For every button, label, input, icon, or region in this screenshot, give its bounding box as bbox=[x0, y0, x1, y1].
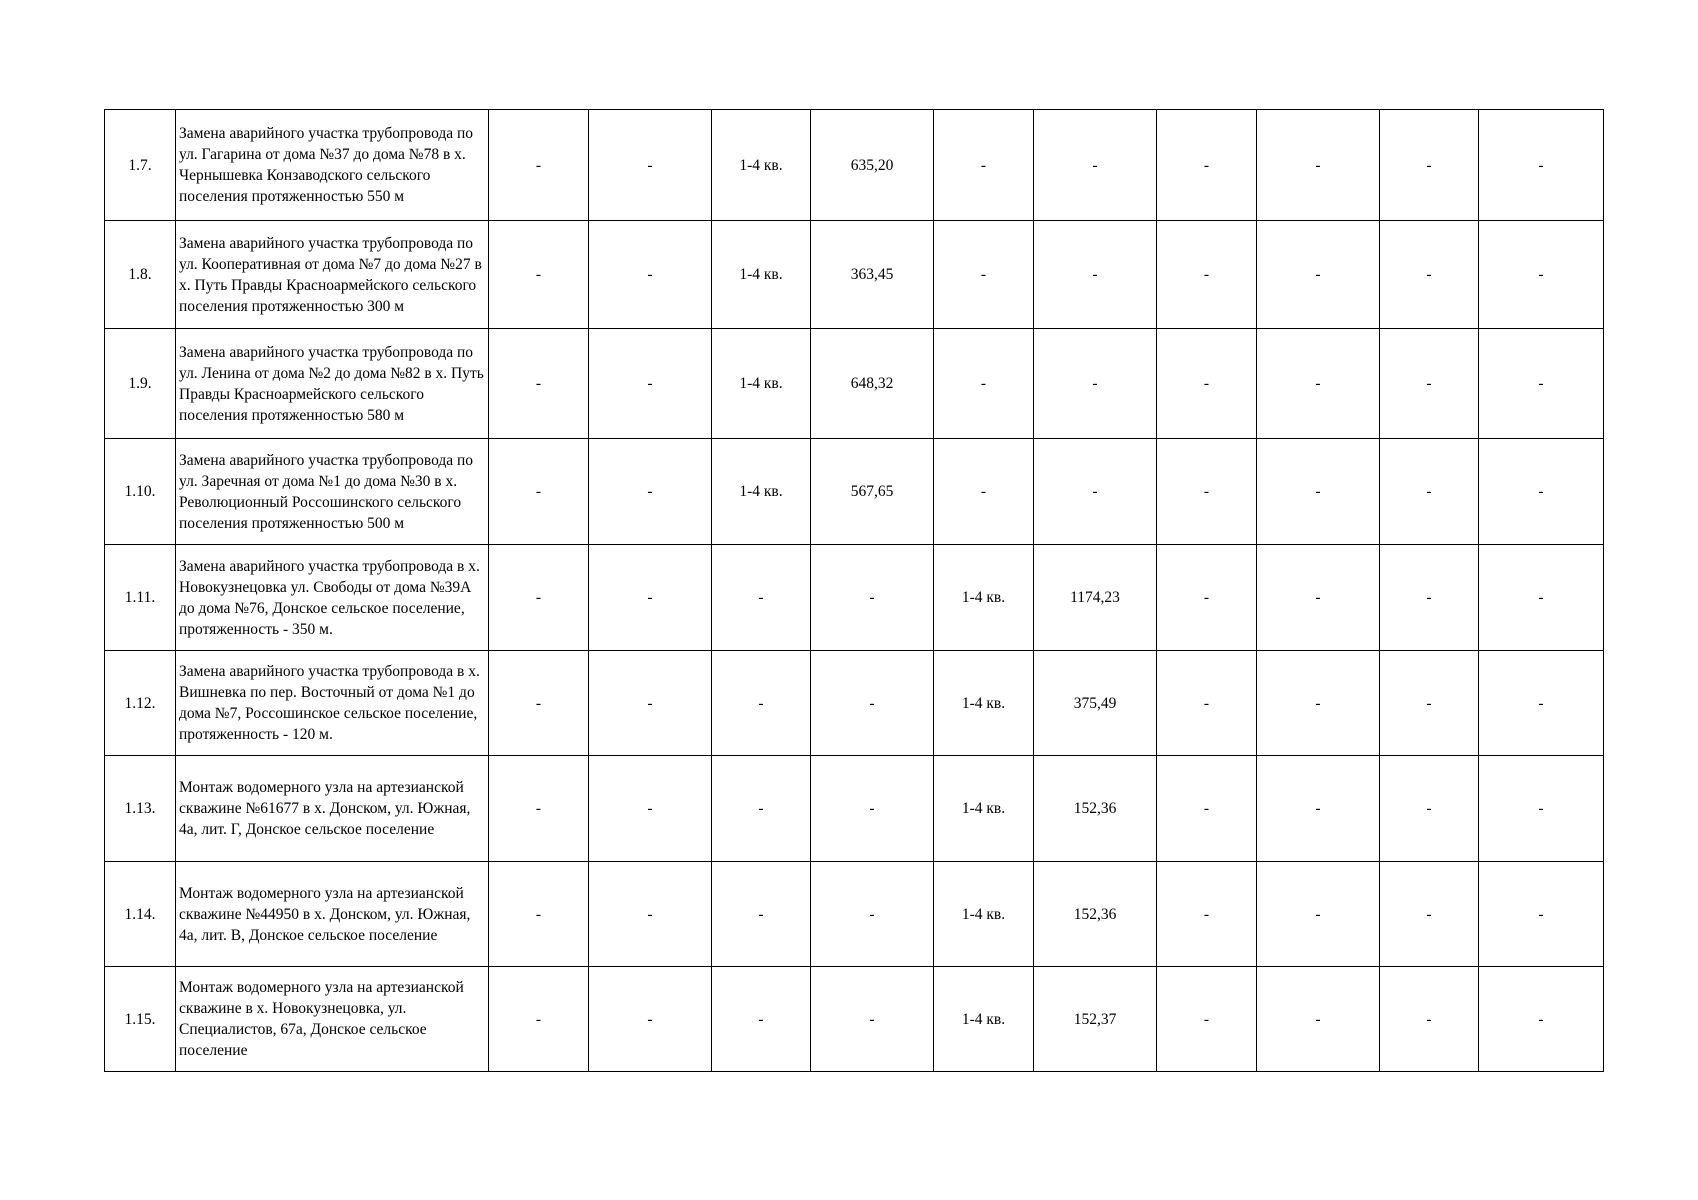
table-body bbox=[105, 110, 1604, 1072]
table-cell-col-5: - bbox=[712, 756, 811, 862]
work-description bbox=[176, 756, 489, 862]
table-cell-col-3: - bbox=[489, 545, 589, 651]
table-cell-col-4: - bbox=[589, 651, 712, 756]
table-cell-col-11: - bbox=[1380, 651, 1479, 756]
work-description bbox=[176, 545, 489, 651]
work-description-text: Замена аварийного участка трубопровода по ул. Гагарина от дома №37 до дома №78 в х. Чернышевка Конзаводского сельского поселения протяженностью 550 м bbox=[179, 125, 474, 205]
table-cell-col-7: - bbox=[934, 221, 1034, 329]
table-cell-col-12: - bbox=[1479, 329, 1604, 439]
table-cell-col-10: - bbox=[1257, 756, 1380, 862]
work-description-text: Монтаж водомерного узла на артезианской скважине №61677 в х. Донском, ул. Южная, 4а, лит. Г, Донское сельское поселение bbox=[179, 779, 471, 838]
table-cell-col-3: - bbox=[489, 967, 589, 1072]
table-row bbox=[105, 110, 1604, 221]
table-cell-col-7: 1-4 кв. bbox=[934, 545, 1034, 651]
table-cell-col-6: - bbox=[811, 862, 934, 967]
table-cell-col-8: 152,37 bbox=[1034, 967, 1157, 1072]
work-description-text: Замена аварийного участка трубопровода по ул. Кооперативная от дома №7 до дома №27 в х. Путь Правды Красноармейского сельского поселения протяженностью 300 м bbox=[179, 234, 482, 315]
table-cell-col-6: 363,45 bbox=[811, 221, 934, 329]
table-cell-col-7: 1-4 кв. bbox=[934, 756, 1034, 862]
table-cell-col-3: - bbox=[489, 221, 589, 329]
table-cell-col-12: - bbox=[1479, 221, 1604, 329]
table-cell-col-11: - bbox=[1380, 329, 1479, 439]
table-cell-col-6: - bbox=[811, 545, 934, 651]
table-cell-col-3: - bbox=[489, 651, 589, 756]
table-cell-col-5: - bbox=[712, 651, 811, 756]
table-cell-col-5: - bbox=[712, 862, 811, 967]
table-cell-col-10: - bbox=[1257, 439, 1380, 545]
work-description bbox=[176, 967, 489, 1072]
work-description bbox=[176, 110, 489, 221]
table-cell-col-9: - bbox=[1157, 862, 1257, 967]
table-cell-col-6: - bbox=[811, 756, 934, 862]
table-cell-col-6: 635,20 bbox=[811, 110, 934, 221]
table-cell-col-4: - bbox=[589, 862, 712, 967]
table-cell-col-10: - bbox=[1257, 545, 1380, 651]
table-cell-col-10: - bbox=[1257, 329, 1380, 439]
table-cell-col-8: 375,49 bbox=[1034, 651, 1157, 756]
table-cell-col-3: - bbox=[489, 862, 589, 967]
work-description bbox=[176, 439, 489, 545]
row-number: 1.11. bbox=[105, 545, 176, 651]
table-cell-col-3: - bbox=[489, 329, 589, 439]
table-cell-col-12: - bbox=[1479, 545, 1604, 651]
table-cell-col-6: - bbox=[811, 651, 934, 756]
table-cell-col-8: 152,36 bbox=[1034, 756, 1157, 862]
row-number: 1.8. bbox=[105, 221, 176, 329]
work-description bbox=[176, 651, 489, 756]
row-number: 1.13. bbox=[105, 756, 176, 862]
table-cell-col-11: - bbox=[1380, 862, 1479, 967]
work-description-text: Замена аварийного участка трубопровода по ул. Заречная от дома №1 до дома №30 в х. Революционный Россошинского сельского поселения протяженностью 500 м bbox=[179, 451, 474, 532]
work-description-text: Монтаж водомерного узла на артезианской скважине №44950 в х. Донском, ул. Южная, 4а, лит. В, Донское сельское поселение bbox=[179, 884, 471, 944]
table-cell-col-5: - bbox=[712, 967, 811, 1072]
table-cell-col-11: - bbox=[1380, 221, 1479, 329]
table-cell-col-9: - bbox=[1157, 756, 1257, 862]
row-number: 1.10. bbox=[105, 439, 176, 545]
row-number: 1.14. bbox=[105, 862, 176, 967]
table-cell-col-10: - bbox=[1257, 651, 1380, 756]
table-cell-col-4: - bbox=[589, 967, 712, 1072]
table-cell-col-7: 1-4 кв. bbox=[934, 967, 1034, 1072]
table-row bbox=[105, 329, 1604, 439]
table-cell-col-8: - bbox=[1034, 439, 1157, 545]
work-description-text: Замена аварийного участка трубопровода в х. Новокузнецовка ул. Свободы от дома №39А до дома №76, Донское сельское поселение, протяженность - 350 м. bbox=[179, 557, 480, 638]
table-cell-col-7: - bbox=[934, 329, 1034, 439]
table-cell-col-7: - bbox=[934, 439, 1034, 545]
table-cell-col-9: - bbox=[1157, 651, 1257, 756]
table-cell-col-11: - bbox=[1380, 110, 1479, 221]
table-cell-col-6: 648,32 bbox=[811, 329, 934, 439]
table-cell-col-5: 1-4 кв. bbox=[712, 110, 811, 221]
table-cell-col-4: - bbox=[589, 439, 712, 545]
table-cell-col-4: - bbox=[589, 756, 712, 862]
table-row bbox=[105, 545, 1604, 651]
table-cell-col-9: - bbox=[1157, 110, 1257, 221]
table-cell-col-4: - bbox=[589, 221, 712, 329]
table-cell-col-8: - bbox=[1034, 110, 1157, 221]
table-cell-col-9: - bbox=[1157, 545, 1257, 651]
table-cell-col-11: - bbox=[1380, 439, 1479, 545]
row-number: 1.9. bbox=[105, 329, 176, 439]
work-description bbox=[176, 329, 489, 439]
table-cell-col-12: - bbox=[1479, 110, 1604, 221]
table-cell-col-5: 1-4 кв. bbox=[712, 329, 811, 439]
work-description-text: Монтаж водомерного узла на артезианской скважине в х. Новокузнецовка, ул. Специалистов, 67а, Донское сельское поселение bbox=[179, 979, 464, 1059]
table-cell-col-12: - bbox=[1479, 756, 1604, 862]
table-cell-col-7: 1-4 кв. bbox=[934, 862, 1034, 967]
table-cell-col-10: - bbox=[1257, 110, 1380, 221]
table-cell-col-5: - bbox=[712, 545, 811, 651]
table-cell-col-4: - bbox=[589, 545, 712, 651]
table-cell-col-8: 1174,23 bbox=[1034, 545, 1157, 651]
table-row bbox=[105, 862, 1604, 967]
table-cell-col-7: - bbox=[934, 110, 1034, 221]
work-description-text: Замена аварийного участка трубопровода в х. Вишневка по пер. Восточный от дома №1 до дома №7, Россошинское сельское поселение, протяженность - 120 м. bbox=[179, 663, 480, 743]
work-description-text: Замена аварийного участка трубопровода по ул. Ленина от дома №2 до дома №82 в х. Путь Правды Красноармейского сельского поселения протяженностью 580 м bbox=[179, 343, 484, 424]
table-cell-col-8: 152,36 bbox=[1034, 862, 1157, 967]
table-cell-col-9: - bbox=[1157, 329, 1257, 439]
table-cell-col-5: 1-4 кв. bbox=[712, 221, 811, 329]
table-cell-col-5: 1-4 кв. bbox=[712, 439, 811, 545]
table-row bbox=[105, 439, 1604, 545]
table-row bbox=[105, 967, 1604, 1072]
table-row bbox=[105, 756, 1604, 862]
table-cell-col-9: - bbox=[1157, 221, 1257, 329]
table-cell-col-10: - bbox=[1257, 862, 1380, 967]
table-cell-col-9: - bbox=[1157, 967, 1257, 1072]
table-cell-col-3: - bbox=[489, 756, 589, 862]
table-cell-col-4: - bbox=[589, 110, 712, 221]
table-cell-col-12: - bbox=[1479, 967, 1604, 1072]
table-cell-col-11: - bbox=[1380, 756, 1479, 862]
row-number: 1.15. bbox=[105, 967, 176, 1072]
table-cell-col-7: 1-4 кв. bbox=[934, 651, 1034, 756]
table-row bbox=[105, 221, 1604, 329]
work-description bbox=[176, 221, 489, 329]
table-cell-col-3: - bbox=[489, 110, 589, 221]
table-cell-col-3: - bbox=[489, 439, 589, 545]
table-cell-col-11: - bbox=[1380, 545, 1479, 651]
table-cell-col-6: 567,65 bbox=[811, 439, 934, 545]
table-cell-col-9: - bbox=[1157, 439, 1257, 545]
table-cell-col-6: - bbox=[811, 967, 934, 1072]
table-cell-col-12: - bbox=[1479, 862, 1604, 967]
table-cell-col-4: - bbox=[589, 329, 712, 439]
table-cell-col-10: - bbox=[1257, 967, 1380, 1072]
work-description bbox=[176, 862, 489, 967]
table-cell-col-12: - bbox=[1479, 439, 1604, 545]
table-cell-col-10: - bbox=[1257, 221, 1380, 329]
table-row bbox=[105, 651, 1604, 756]
table-cell-col-11: - bbox=[1380, 967, 1479, 1072]
table-cell-col-8: - bbox=[1034, 221, 1157, 329]
table-cell-col-12: - bbox=[1479, 651, 1604, 756]
works-table bbox=[104, 109, 1604, 1072]
table-cell-col-8: - bbox=[1034, 329, 1157, 439]
row-number: 1.7. bbox=[105, 110, 176, 221]
row-number: 1.12. bbox=[105, 651, 176, 756]
